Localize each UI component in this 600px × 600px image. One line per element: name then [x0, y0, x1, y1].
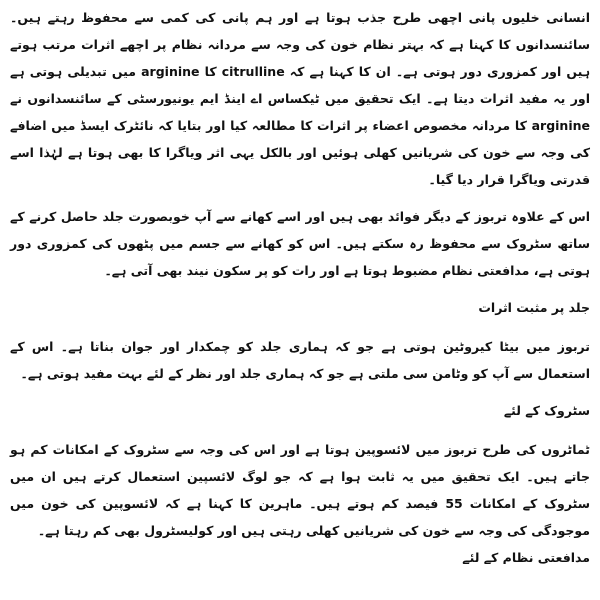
heading-stroke: سٹروک کے لئے — [503, 403, 590, 418]
paragraph-skin: تربوز میں بیٹا کیروٹین ہوتی ہے جو کہ ہماری جلد کو چمکدار اور جوان بناتا ہے۔ اس کے استعمال سے آپ کو وٹامن سی ملتی ہے جو کہ ہماری جلد اور نظر کے لئے بہت مفید ہوتی ہے۔ — [10, 339, 590, 381]
paragraph-blood-system: انسانی خلیوں پانی اچھی طرح جذب ہوتا ہے اور ہم پانی کی کمی سے محفوظ رہتے ہیں۔ سائنسدانوں کا کہنا ہے کہ بہتر نظام خون کی وجہ سے مردانہ نظام پر اچھے اثرات مرتب ہوتے ہیں اور کمزوری دور ہوتی ہے۔ ان کا کہنا ہے کہ citrulline کا arginine میں تبدیلی ہوتی ہے اور یہ مفید اثرات دیتا ہے۔ ایک تحقیق میں ٹیکساس اے اینڈ ایم یونیورسٹی کے سائنسدانوں نے arginine کا مردانہ مخصوص اعضاء پر اثرات کا مطالعہ کیا اور بتایا کہ نائٹرک ایسڈ میں اضافے کی وجہ سے خون کی شریانیں کھلی ہوئیں اور بالکل یہی اثر ویاگرا کا بھی ہوتا ہے لہٰذا اسے قدرتی ویاگرا قرار دیا گیا۔ — [10, 10, 591, 187]
paragraph-stroke: ٹماٹروں کی طرح تربوز میں لائسوپین ہوتا ہے اور اس کی وجہ سے سٹروک کے امکانات کم ہو جاتے ہیں۔ ایک تحقیق میں یہ ثابت ہوا ہے کہ جو لوگ لائسپین استعمال کرتے ہیں ان میں سٹروک کے امکانات 55 فیصد کم ہوتے ہیں۔ ماہرین کا کہنا ہے کہ لائسوپین کی خون میں موجودگی کی وجہ سے خون کی شریانیں کھلی رہتی ہیں اور کولیسٹرول بھی کم رہتا ہے۔ — [10, 442, 590, 538]
heading-immune-system: مدافعتی نظام کے لئے — [462, 550, 590, 564]
heading-skin-effects: جلد پر مثبت اثرات — [478, 300, 590, 315]
paragraph-other-benefits: اس کے علاوہ تربوز کے دیگر فوائد بھی ہیں اور اسے کھانے سے آپ خوبصورت جلد حاصل کرنے کے ساتھ سٹروک سے محفوظ رہ سکتے ہیں۔ اس کو کھانے سے جسم میں پٹھوں کی کمزوری دور ہوتی ہے، مدافعتی نظام مضبوط ہوتا ہے اور رات کو پر سکون نیند بھی آتی ہے۔ — [10, 209, 590, 278]
